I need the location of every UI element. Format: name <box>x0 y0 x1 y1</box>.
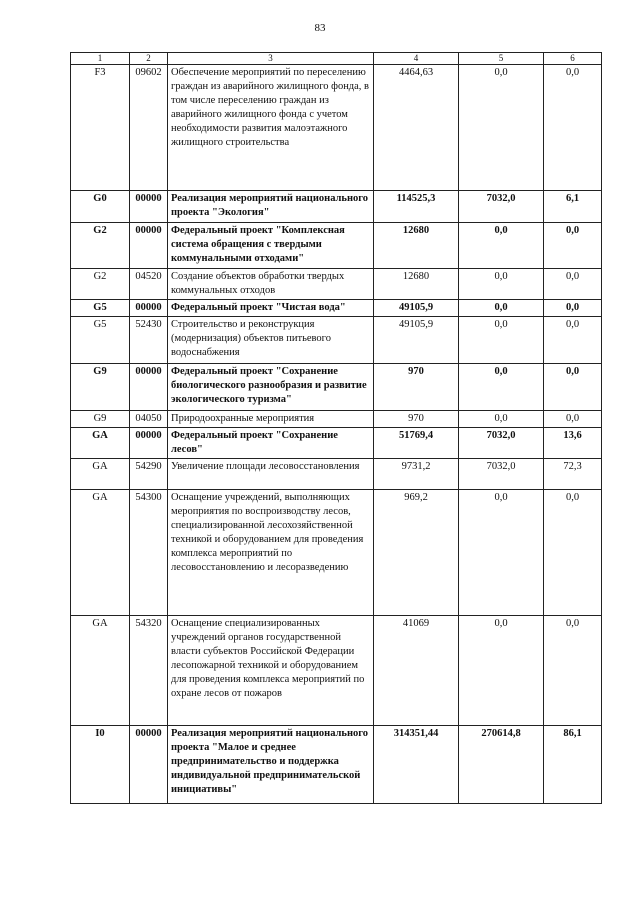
description-cell: Федеральный проект "Комплексная система обращения с твердыми коммунальными отходами" <box>168 223 374 269</box>
executed-amount-cell: 7032,0 <box>459 428 544 459</box>
planned-amount-cell: 51769,4 <box>374 428 459 459</box>
executed-amount-cell: 0,0 <box>459 411 544 428</box>
description-cell: Федеральный проект "Чистая вода" <box>168 300 374 317</box>
program-code-cell: F3 <box>71 65 130 191</box>
program-code-cell: G2 <box>71 269 130 300</box>
program-code-cell: GA <box>71 490 130 616</box>
executed-amount-cell: 0,0 <box>459 300 544 317</box>
direction-code-cell: 00000 <box>130 428 168 459</box>
program-code-cell: G9 <box>71 411 130 428</box>
program-code-cell: GA <box>71 428 130 459</box>
table-row <box>71 726 602 804</box>
page-number: 83 <box>314 22 326 34</box>
direction-code-cell: 00000 <box>130 223 168 269</box>
table-row <box>71 269 602 300</box>
program-code-cell: G5 <box>71 300 130 317</box>
table-row <box>71 65 602 191</box>
direction-code-cell: 54300 <box>130 490 168 616</box>
percent-executed-cell: 0,0 <box>544 65 602 191</box>
planned-amount-cell: 9731,2 <box>374 459 459 490</box>
table-row <box>71 191 602 223</box>
table-row <box>71 490 602 616</box>
column-number-row <box>71 53 602 65</box>
direction-code-cell: 09602 <box>130 65 168 191</box>
executed-amount-cell: 0,0 <box>459 269 544 300</box>
description-cell: Реализация мероприятий национального проекта "Экология" <box>168 191 374 223</box>
percent-executed-cell: 0,0 <box>544 364 602 411</box>
percent-executed-cell: 0,0 <box>544 616 602 726</box>
column-header-2: 2 <box>130 53 168 65</box>
planned-amount-cell: 12680 <box>374 223 459 269</box>
program-code-cell: G5 <box>71 317 130 364</box>
column-header-1: 1 <box>71 53 130 65</box>
percent-executed-cell: 0,0 <box>544 223 602 269</box>
planned-amount-cell: 41069 <box>374 616 459 726</box>
direction-code-cell: 04520 <box>130 269 168 300</box>
executed-amount-cell: 0,0 <box>459 65 544 191</box>
executed-amount-cell: 0,0 <box>459 223 544 269</box>
description-cell: Реализация мероприятий национального проекта "Малое и среднее предпринимательство и поддержка индивидуальной предпринимательской инициативы" <box>168 726 374 804</box>
percent-executed-cell: 0,0 <box>544 411 602 428</box>
direction-code-cell: 54320 <box>130 616 168 726</box>
direction-code-cell: 00000 <box>130 300 168 317</box>
percent-executed-cell: 0,0 <box>544 300 602 317</box>
program-code-cell: G0 <box>71 191 130 223</box>
program-code-cell: GA <box>71 459 130 490</box>
table-row <box>71 317 602 364</box>
direction-code-cell: 00000 <box>130 726 168 804</box>
column-header-6: 6 <box>544 53 602 65</box>
description-cell: Федеральный проект "Сохранение лесов" <box>168 428 374 459</box>
program-code-cell: GA <box>71 616 130 726</box>
percent-executed-cell: 0,0 <box>544 317 602 364</box>
planned-amount-cell: 49105,9 <box>374 300 459 317</box>
planned-amount-cell: 969,2 <box>374 490 459 616</box>
executed-amount-cell: 0,0 <box>459 317 544 364</box>
description-cell: Строительство и реконструкция (модернизация) объектов питьевого водоснабжения <box>168 317 374 364</box>
column-header-5: 5 <box>459 53 544 65</box>
column-header-3: 3 <box>168 53 374 65</box>
percent-executed-cell: 6,1 <box>544 191 602 223</box>
executed-amount-cell: 0,0 <box>459 364 544 411</box>
program-code-cell: G9 <box>71 364 130 411</box>
budget-table <box>70 52 602 804</box>
direction-code-cell: 00000 <box>130 191 168 223</box>
table-row <box>71 300 602 317</box>
executed-amount-cell: 0,0 <box>459 616 544 726</box>
program-code-cell: G2 <box>71 223 130 269</box>
direction-code-cell: 52430 <box>130 317 168 364</box>
percent-executed-cell: 13,6 <box>544 428 602 459</box>
description-cell: Оснащение учреждений, выполняющих мероприятия по воспроизводству лесов, специализированной лесохозяйственной техникой и оборудованием для проведения комплекса мероприятий по лесовосстановлению и лесоразведению <box>168 490 374 616</box>
percent-executed-cell: 72,3 <box>544 459 602 490</box>
description-cell: Обеспечение мероприятий по переселению граждан из аварийного жилищного фонда, в том числе переселению граждан из аварийного жилищного фонда с учетом необходимости развития малоэтажного жилищного строительства <box>168 65 374 191</box>
column-header-4: 4 <box>374 53 459 65</box>
planned-amount-cell: 970 <box>374 411 459 428</box>
table-row <box>71 459 602 490</box>
description-cell: Оснащение специализированных учреждений органов государственной власти субъектов Российской Федерации лесопожарной техникой и оборудованием для проведения комплекса мероприятий по охране лесов от пожаров <box>168 616 374 726</box>
executed-amount-cell: 7032,0 <box>459 459 544 490</box>
description-cell: Создание объектов обработки твердых коммунальных отходов <box>168 269 374 300</box>
executed-amount-cell: 0,0 <box>459 490 544 616</box>
percent-executed-cell: 0,0 <box>544 490 602 616</box>
description-cell: Федеральный проект "Сохранение биологического разнообразия и развитие экологического туризма" <box>168 364 374 411</box>
table-row <box>71 616 602 726</box>
direction-code-cell: 00000 <box>130 364 168 411</box>
planned-amount-cell: 114525,3 <box>374 191 459 223</box>
description-cell: Природоохранные мероприятия <box>168 411 374 428</box>
executed-amount-cell: 270614,8 <box>459 726 544 804</box>
description-cell: Увеличение площади лесовосстановления <box>168 459 374 490</box>
table-row <box>71 223 602 269</box>
planned-amount-cell: 4464,63 <box>374 65 459 191</box>
table-row <box>71 428 602 459</box>
table-body <box>71 65 602 804</box>
planned-amount-cell: 314351,44 <box>374 726 459 804</box>
table-row <box>71 411 602 428</box>
table-row <box>71 364 602 411</box>
planned-amount-cell: 12680 <box>374 269 459 300</box>
percent-executed-cell: 0,0 <box>544 269 602 300</box>
executed-amount-cell: 7032,0 <box>459 191 544 223</box>
planned-amount-cell: 49105,9 <box>374 317 459 364</box>
planned-amount-cell: 970 <box>374 364 459 411</box>
direction-code-cell: 54290 <box>130 459 168 490</box>
direction-code-cell: 04050 <box>130 411 168 428</box>
program-code-cell: I0 <box>71 726 130 804</box>
percent-executed-cell: 86,1 <box>544 726 602 804</box>
